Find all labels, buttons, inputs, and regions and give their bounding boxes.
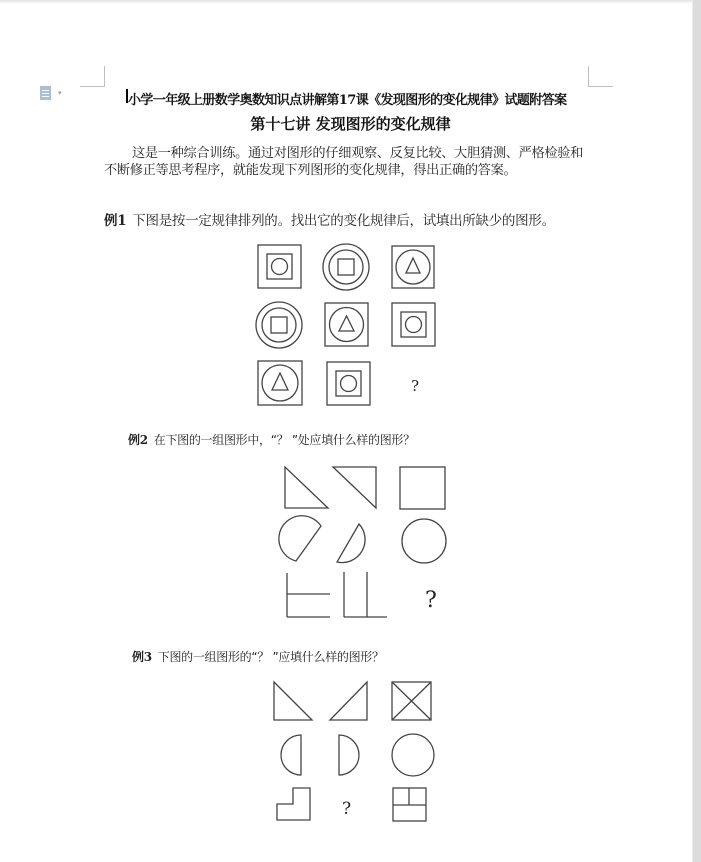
right-triangle-icon: [330, 682, 367, 720]
half-circle-icon: [339, 735, 359, 775]
square-with-x-icon: [392, 682, 431, 720]
chevron-down-icon[interactable]: ▾: [58, 89, 62, 97]
example-2-title: [128, 431, 415, 448]
square-circle-triangle-icon: [392, 246, 434, 288]
margin-corner-top-right: [588, 66, 613, 87]
top-shadow: [0, 0, 701, 4]
example-1-title: [104, 209, 555, 229]
example-3-title: [132, 648, 384, 665]
missing-figure-question-mark: ?: [425, 588, 437, 613]
circle-circle-square-icon: [256, 302, 302, 348]
square-icon: [400, 467, 445, 509]
right-triangle-icon: [285, 467, 328, 508]
missing-figure-question-mark: ?: [411, 377, 420, 395]
half-circle-icon: [281, 735, 301, 775]
square-square-circle-icon: [392, 303, 435, 346]
margin-corner-top-left: [80, 66, 105, 87]
intro-paragraph: 这是一种综合训练。通过对图形的仔细观察、反复比较、大胆猜测、严格检验和不断修正等思考程序，就能发现下列图形的变化规律，得出正确的答案。: [104, 146, 584, 178]
document-icon[interactable]: [40, 86, 51, 100]
lecture-title: 第十七讲 发现图形的变化规律: [250, 115, 451, 133]
half-circle-icon: [279, 516, 321, 561]
example-label: 例1: [104, 213, 127, 229]
example-label: 例2: [128, 433, 148, 447]
example-2-figure: [270, 455, 460, 625]
circle-icon: [392, 734, 434, 776]
u-shape-icon: [344, 572, 387, 617]
square-square-circle-icon: [327, 362, 370, 405]
example-question: 在下图的一组图形中，“？ ”处应填什么样的图形？: [153, 433, 415, 447]
square-divided-icon: [393, 788, 426, 821]
example-1-figure: [255, 243, 440, 408]
missing-figure-question-mark: ?: [342, 799, 352, 819]
circle-icon: [402, 519, 446, 563]
example-question: 下图的一组图形的“？ ”应填什么样的图形？: [157, 650, 384, 664]
example-label: 例3: [132, 650, 152, 664]
example-question: 下图是按一定规律排列的。找出它的变化规律后，试填出所缺少的图形。: [132, 213, 555, 229]
example-3-figure: [260, 670, 450, 840]
square-circle-triangle-icon: [258, 361, 302, 405]
l-shape-icon: [287, 573, 330, 617]
half-circle-icon: [337, 524, 365, 563]
square-circle-triangle-icon: [325, 303, 368, 346]
stair-shape-icon: [277, 788, 310, 820]
document-header-title: 小学一年级上册数学奥数知识点讲解第17课《发现图形的变化规律》试题附答案: [128, 93, 567, 108]
right-triangle-icon: [274, 682, 312, 720]
square-square-circle-icon: [258, 245, 301, 288]
circle-circle-square-icon: [323, 244, 369, 290]
right-triangle-icon: [333, 467, 376, 508]
